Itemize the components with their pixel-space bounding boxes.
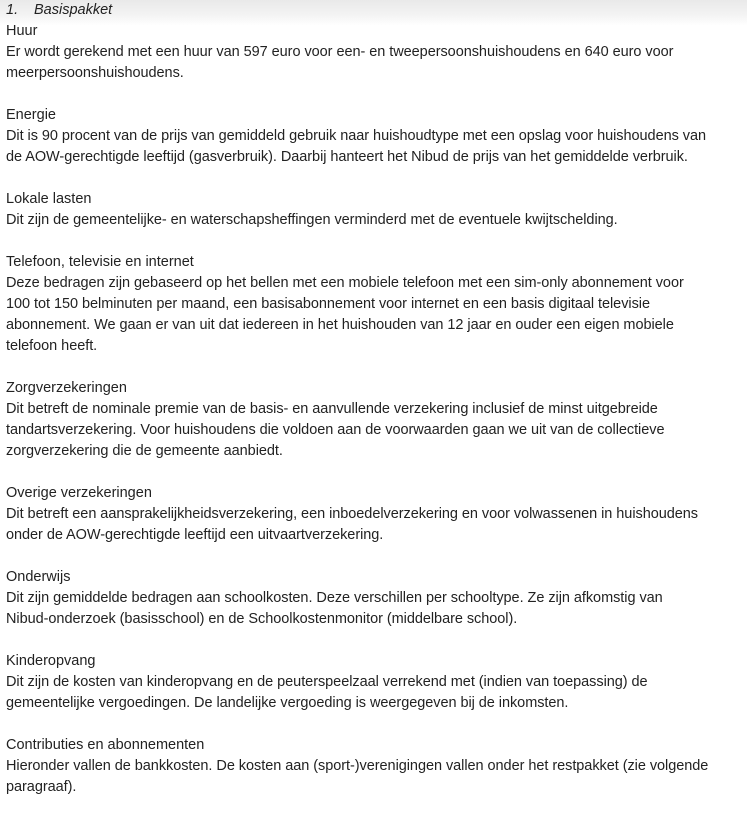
section-title: Huur xyxy=(6,23,38,39)
section-huur xyxy=(6,21,746,84)
section-text: Dit is 90 procent van de prijs van gemiddeld gebruik naar huishoudtype met een opslag voor huishoudens van de AOW-gerechtigde leeftijd (gasverbruik). Daarbij hanteert het Nibud de prijs van het gemiddelde verbruik. xyxy=(6,128,707,165)
heading-title: Basispakket xyxy=(34,2,113,18)
section-heading xyxy=(6,0,746,21)
section-energie xyxy=(6,105,746,168)
section-contributies xyxy=(6,735,746,798)
section-text: Dit zijn de kosten van kinderopvang en de peuterspeelzaal verrekend met (indien van toepassing) de gemeentelijke vergoedingen. De landelijke vergoeding is weergegeven bij de inkomsten. xyxy=(6,674,648,711)
section-title: Onderwijs xyxy=(6,569,71,585)
section-text: Deze bedragen zijn gebaseerd op het bellen met een mobiele telefoon met een sim-only abonnement voor 100 tot 150 belminuten per maand, een basisabonnement voor internet en een basis digitaal televisie abonnement. We gaan er van uit dat iedereen in het huishouden van 12 jaar en ouder een eigen mobiele telefoon heeft. xyxy=(6,275,684,354)
section-text: Dit zijn gemiddelde bedragen aan schoolkosten. Deze verschillen per schooltype. Ze zijn afkomstig van Nibud-onderzoek (basisschool) en de Schoolkostenmonitor (middelbare school). xyxy=(6,590,663,627)
section-title: Kinderopvang xyxy=(6,653,96,669)
section-text: Er wordt gerekend met een huur van 597 euro voor een- en tweepersoonshuishoudens en 640 euro voor meerpersoonshuishoudens. xyxy=(6,44,674,81)
section-text: Dit betreft de nominale premie van de basis- en aanvullende verzekering inclusief de minst uitgebreide tandartsverzekering. Voor huishoudens die voldoen aan de voorwaarden gaan we uit van de collectieve zorgverzekering die de gemeente aanbiedt. xyxy=(6,401,665,459)
section-overige-verzekeringen xyxy=(6,483,746,546)
section-text: Dit betreft een aansprakelijkheidsverzekering, een inboedelverzekering en voor volwassenen in huishoudens onder de AOW-gerechtigde leeftijd een uitvaartverzekering. xyxy=(6,506,698,543)
section-kinderopvang xyxy=(6,651,746,714)
section-title: Contributies en abonnementen xyxy=(6,737,205,753)
section-lokale-lasten xyxy=(6,189,746,231)
section-title: Zorgverzekeringen xyxy=(6,380,127,396)
section-text: Hieronder vallen de bankkosten. De kosten aan (sport-)verenigingen vallen onder het restpakket (zie volgende paragraaf). xyxy=(6,758,709,795)
section-title: Telefoon, televisie en internet xyxy=(6,254,194,270)
section-title: Overige verzekeringen xyxy=(6,485,152,501)
section-text: Dit zijn de gemeentelijke- en waterschapsheffingen verminderd met de eventuele kwijtschelding. xyxy=(6,212,618,228)
document-body xyxy=(6,0,746,819)
section-onderwijs xyxy=(6,567,746,630)
section-title: Energie xyxy=(6,107,56,123)
section-title: Lokale lasten xyxy=(6,191,92,207)
heading-number: 1. xyxy=(6,2,19,18)
section-zorgverzekeringen xyxy=(6,378,746,462)
section-telefoon xyxy=(6,252,746,357)
